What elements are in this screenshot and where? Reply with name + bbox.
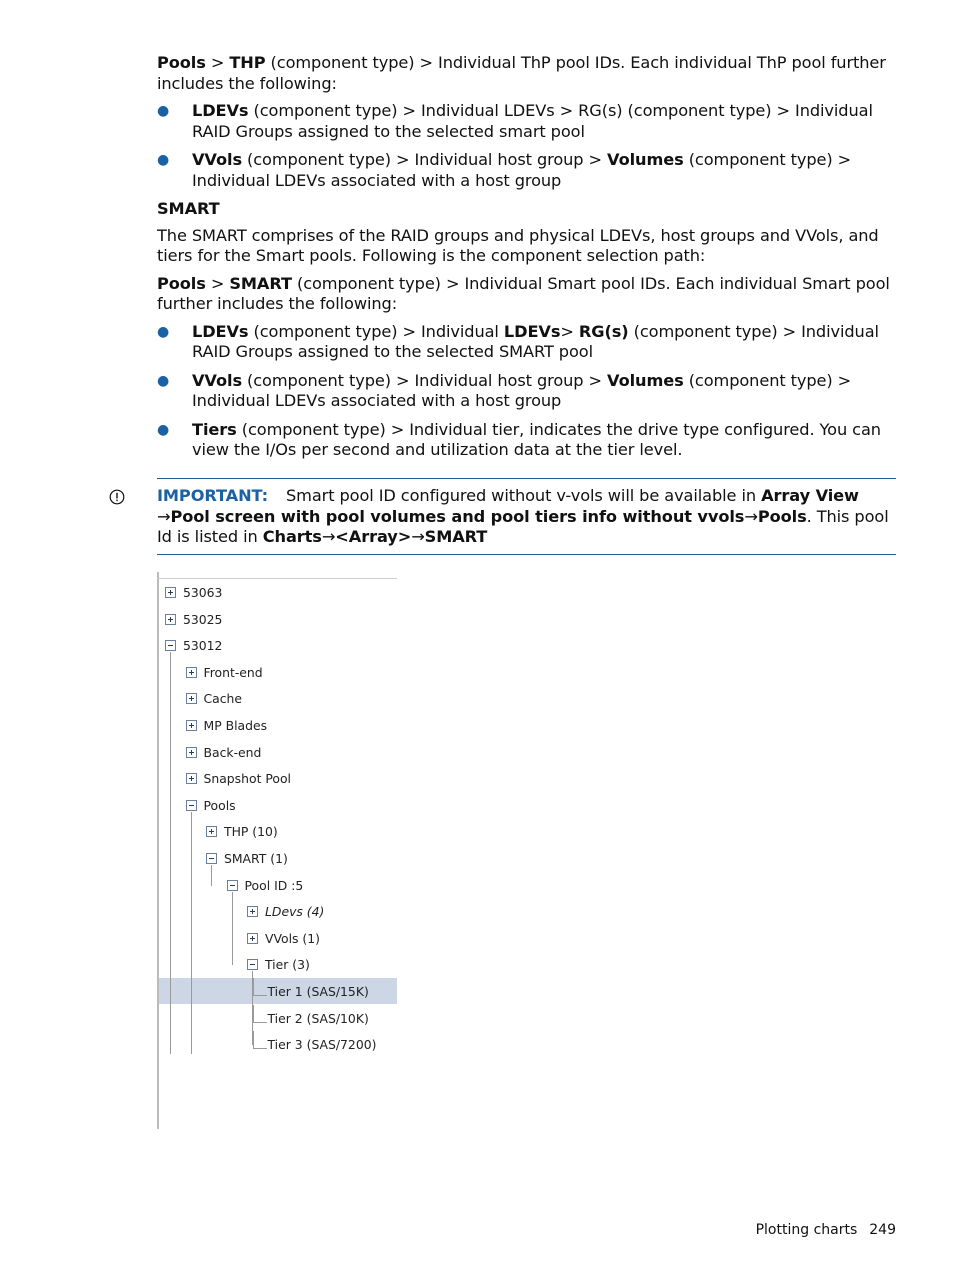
tree-item-label: Snapshot Pool [203, 771, 291, 787]
bold-term: Pools [157, 273, 206, 293]
smart-path-paragraph [157, 274, 897, 315]
tree-connector-line [170, 652, 171, 1054]
text-span: (component type) > Individual RAID Groups assigned to the selected SMART pool [192, 321, 879, 361]
bold-term: LDEVs [503, 321, 561, 341]
text-span: (component type) > Individual ThP pool IDs. Each individual ThP pool further includes the following: [157, 53, 886, 93]
smart-bullet-list [157, 322, 897, 461]
list-item [157, 420, 897, 461]
tree-item-label: VVols (1) [265, 930, 320, 946]
tree-item-label: Tier 2 (SAS/10K) [267, 1010, 369, 1026]
bold-term: VVols [192, 370, 242, 390]
arrow-glyph: → [744, 506, 758, 526]
tree-connector-line [191, 812, 192, 1054]
text-span: (component type) > Individual tier, indicates the drive type configured. You can view the I/Os per second and utilization data at the tier level. [192, 419, 881, 459]
list-item [157, 322, 897, 363]
tree-item-label: SMART (1) [224, 851, 288, 866]
bold-term: Pools [757, 506, 807, 526]
expand-plus-icon[interactable] [186, 693, 197, 704]
bold-term: Pool screen with pool volumes and pool tiers info without vvols [170, 506, 745, 526]
bold-term: Charts [262, 527, 322, 546]
tree-branch-line [253, 1048, 267, 1049]
smart-description: The SMART comprises of the RAID groups and physical LDEVs, host groups and VVols, and tiers for the Smart pools. Following is the component selection path: [157, 225, 879, 265]
bold-term: SMART [229, 273, 292, 293]
tree-connector-line [232, 892, 233, 966]
tree-item-label: 53025 [183, 611, 223, 627]
tree-item-label: Tier 3 (SAS/7200) [267, 1037, 377, 1053]
footer-section: Plotting charts [755, 1222, 858, 1238]
bold-term: VVols [192, 150, 242, 169]
body-text [157, 53, 897, 469]
text-span: (component type) > Individual LDEVs associated with a host group [192, 370, 852, 410]
page-footer [700, 1222, 896, 1238]
text-span: (component type) > Individual host group > [241, 370, 608, 390]
tree-top-border [157, 578, 397, 579]
important-label: IMPORTANT: [157, 486, 268, 505]
list-item [157, 101, 897, 142]
text-span: (component type) > Individual LDEVs associated with a host group [192, 150, 852, 190]
tree-connector-line [211, 865, 212, 886]
tree-item-label: Front-end [203, 664, 263, 680]
bold-term: LDEVs [192, 321, 249, 341]
text-span: . This pool Id is listed in [157, 506, 889, 546]
bullet-icon: ● [157, 421, 170, 438]
bold-term: Array View [761, 486, 859, 505]
component-tree-screenshot [157, 572, 397, 1129]
tree-item-label: Tier (3) [265, 957, 310, 973]
tree-left-border [157, 572, 159, 1129]
collapse-minus-icon[interactable] [206, 853, 217, 864]
tree-item-label: Cache [203, 691, 243, 707]
tree-item-label: Back-end [203, 744, 262, 760]
important-icon [109, 489, 125, 505]
bold-term: Volumes [607, 150, 684, 169]
thp-bullet-list [157, 101, 897, 191]
tree-item-label: 53012 [183, 638, 223, 654]
text-span: > [560, 321, 579, 341]
bold-term: <Array> [335, 527, 412, 546]
tree-item-label: Tier 1 (SAS/15K) [267, 984, 369, 999]
bold-term: LDEVs [192, 101, 249, 120]
arrow-glyph: → [157, 506, 171, 526]
bullet-icon: ● [157, 152, 170, 168]
tree-branch-line [253, 995, 267, 996]
bold-term: THP [229, 53, 266, 72]
expand-plus-icon[interactable] [186, 667, 197, 678]
arrow-glyph: → [411, 527, 425, 546]
text-span: > [205, 53, 230, 72]
expand-plus-icon[interactable] [206, 826, 217, 837]
tree-item-label: MP Blades [203, 718, 268, 733]
collapse-minus-icon[interactable] [165, 640, 176, 651]
collapse-minus-icon[interactable] [227, 880, 238, 891]
text-span: Smart pool ID configured without v-vols will be available in [285, 486, 762, 505]
bold-term: Pools [157, 53, 206, 72]
tree-item-label: Pool ID :5 [244, 877, 304, 893]
list-item [157, 371, 897, 412]
expand-plus-icon[interactable] [165, 614, 176, 625]
text-span: > [205, 273, 230, 293]
collapse-minus-icon[interactable] [247, 959, 258, 970]
bullet-icon: ● [157, 372, 170, 389]
bullet-icon: ● [157, 103, 170, 119]
tree-branch-line [253, 1031, 254, 1049]
tree-item-label: THP (10) [224, 824, 278, 840]
tree-branch-line [253, 1022, 267, 1023]
text-span: (component type) > Individual Smart pool IDs. Each individual Smart pool further includes the following: [157, 273, 890, 313]
bullet-icon: ● [157, 323, 170, 340]
tree-branch-line [253, 1005, 254, 1023]
text-span: (component type) > Individual host group > [241, 150, 608, 169]
tree-item-label: 53063 [183, 585, 223, 600]
bold-term: SMART [424, 527, 488, 546]
bold-term: RG(s) [578, 321, 629, 341]
arrow-glyph: → [321, 527, 336, 546]
tree-item-label: LDevs (4) [265, 904, 325, 920]
thp-path-paragraph [157, 53, 897, 94]
expand-plus-icon[interactable] [247, 933, 258, 944]
text-span: (component type) > Individual [248, 321, 504, 341]
important-note [157, 478, 896, 555]
expand-plus-icon[interactable] [186, 720, 197, 731]
page-number: 249 [869, 1222, 896, 1238]
bold-term: Tiers [192, 419, 237, 439]
bold-term: Volumes [607, 370, 684, 390]
tree-item-label: Pools [203, 797, 236, 813]
expand-plus-icon[interactable] [165, 587, 176, 598]
expand-plus-icon[interactable] [247, 906, 258, 917]
section-heading: SMART [157, 199, 220, 218]
collapse-minus-icon[interactable] [186, 800, 197, 811]
expand-plus-icon[interactable] [186, 747, 197, 758]
text-span: (component type) > Individual LDEVs > RG(s) (component type) > Individual RAID Groups assigned to the selected smart pool [192, 101, 873, 141]
list-item [157, 150, 897, 191]
expand-plus-icon[interactable] [186, 773, 197, 784]
tree-branch-line [253, 978, 254, 996]
